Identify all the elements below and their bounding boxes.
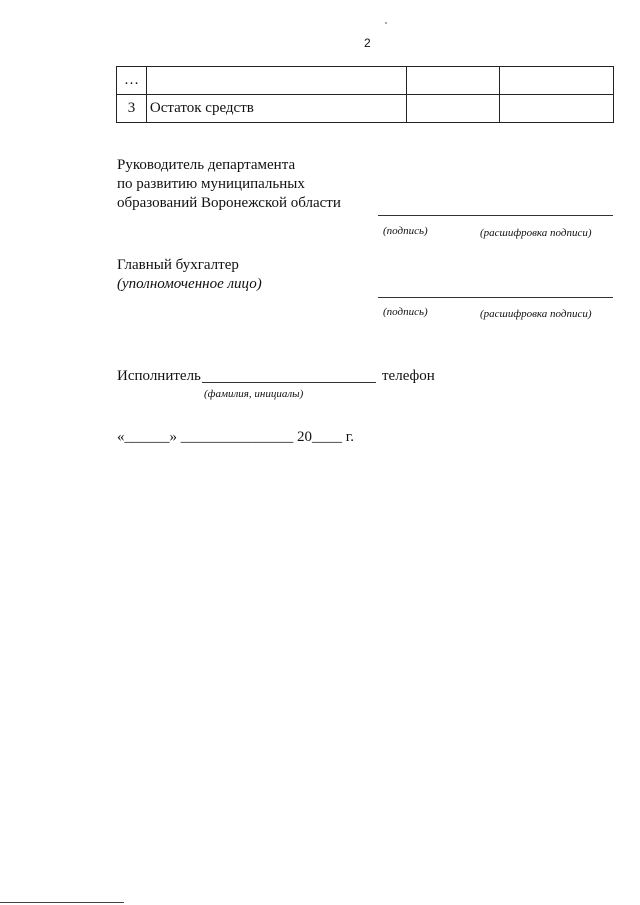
head-title-line: по развитию муниципальных (117, 176, 305, 192)
row-number: … (117, 67, 147, 95)
page-number: 2 (364, 36, 371, 50)
date-year: 20____ (297, 429, 342, 445)
footnote-separator (0, 902, 124, 903)
row-value-cell (499, 67, 613, 95)
date-line (117, 428, 354, 447)
head-signature-line (378, 215, 613, 216)
accountant-signature-caption: (подпись) (383, 306, 428, 318)
head-title-line: Руководитель департамента (117, 157, 296, 173)
row-value-cell (407, 95, 499, 123)
date-suffix: г. (345, 429, 354, 445)
accountant-decode-caption: (расшифровка подписи) (480, 308, 592, 320)
row-name: Остаток средств (146, 95, 407, 123)
executor-label: Исполнитель (117, 368, 201, 384)
row-number: 3 (117, 95, 147, 123)
scan-speck (385, 22, 387, 24)
date-day: «______» (117, 429, 177, 445)
head-decode-caption: (расшифровка подписи) (480, 227, 592, 239)
row-name (146, 67, 407, 95)
date-month: _______________ (180, 429, 294, 445)
funds-table (116, 66, 614, 123)
table-row (117, 95, 614, 123)
head-title-block (117, 156, 341, 213)
accountant-title-block (117, 256, 262, 294)
head-signature-caption: (подпись) (383, 225, 428, 237)
head-title-line: образований Воронежской области (117, 195, 341, 211)
accountant-title-line: Главный бухгалтер (117, 257, 239, 273)
accountant-title-line: (уполномоченное лицо) (117, 276, 262, 292)
row-value-cell (499, 95, 613, 123)
row-value-cell (407, 67, 499, 95)
executor-name-line (202, 382, 376, 383)
table-row (117, 67, 614, 95)
accountant-signature-line (378, 297, 613, 298)
executor-phone-label: телефон (382, 368, 435, 384)
executor-caption: (фамилия, инициалы) (204, 388, 304, 400)
